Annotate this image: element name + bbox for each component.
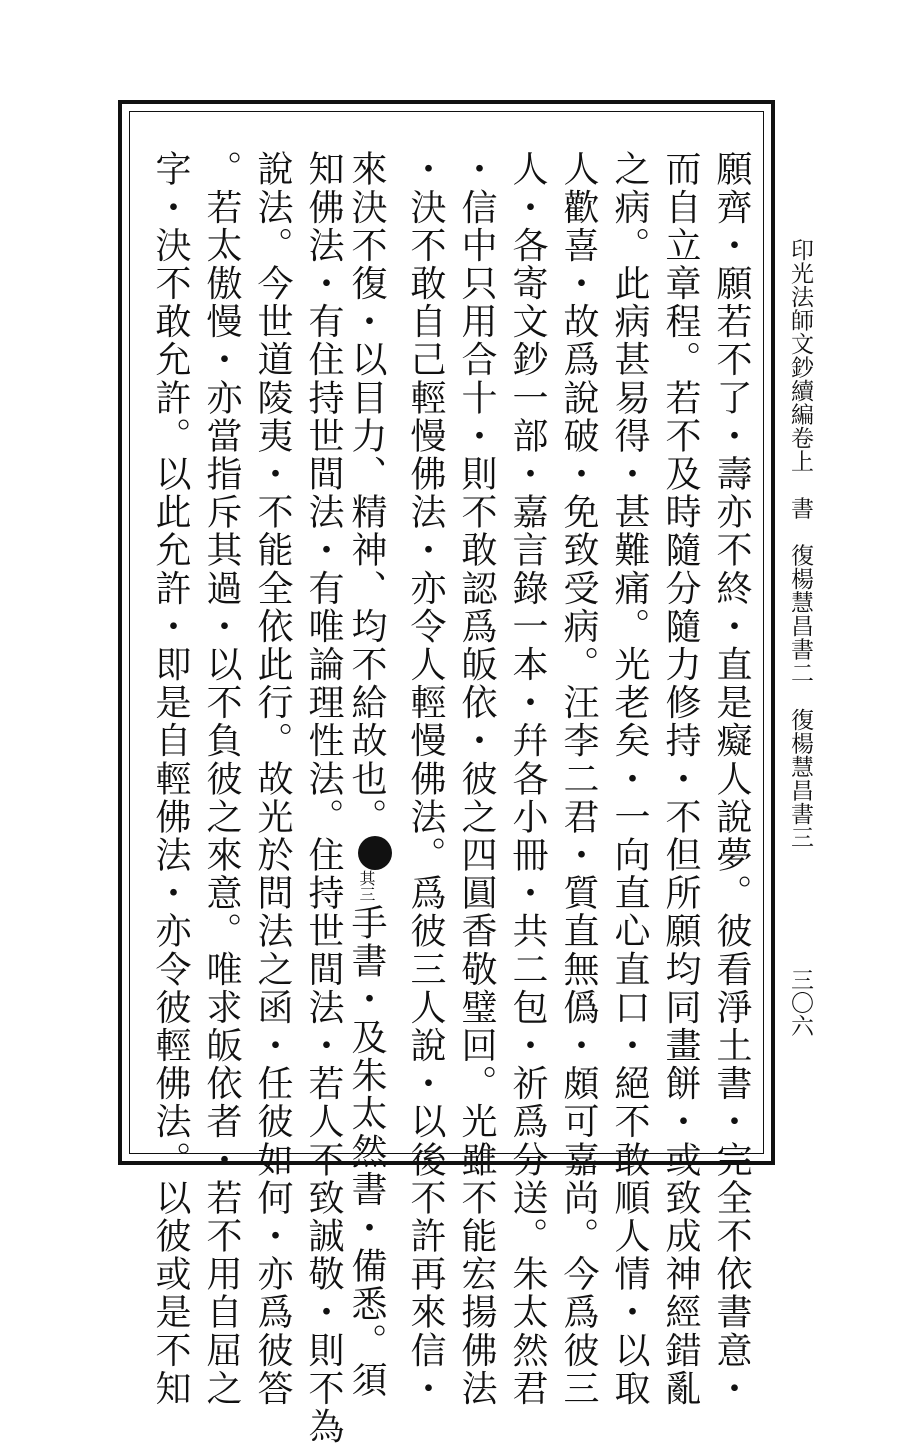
- section-note: 其三: [357, 869, 376, 902]
- text-column-1: 願齊・願若不了・壽亦不終・直是癡人說夢。彼看淨土書・完全不依書意・: [711, 150, 752, 1408]
- text-column-2: 而自立章程。若不及時隨分隨力修持・不但所願均同畫餅・或致成神經錯亂: [660, 150, 701, 1408]
- text-column-3: 之病。此病甚易得・甚難痛。光老矣・一向直心直口・絕不敢順人情・以取: [609, 150, 650, 1408]
- text-column-8: [348, 150, 392, 1399]
- text-column-5: 人・各寄文鈔一部・嘉言錄一本・幷各小冊・共二包・祈爲分送。朱太然君: [507, 150, 548, 1408]
- text-column-7: ・決不敢自己輕慢佛法・亦令人輕慢佛法。爲彼三人說・以後不許再來信・: [405, 150, 446, 1408]
- column-8-text-before: 來決不復・以目力、精神、均不給故也。: [346, 150, 387, 836]
- column-8-text-after: 手書・及朱太然書・備悉。須: [346, 903, 387, 1400]
- page-number: 三〇六: [787, 968, 813, 1037]
- text-column-4: 人歡喜・故爲說破・免致受病。汪李二君・質直無僞・頗可嘉尚。今爲彼三: [558, 150, 599, 1408]
- text-column-9: 知佛法・有住持世間法・有唯論理性法。住持世間法・若人不致誠敬・則不為: [303, 150, 344, 1445]
- text-column-10: 說法。今世道陵夷・不能全依此行。故光於問法之函・任彼如何・亦爲彼答: [252, 150, 293, 1408]
- section-mark-icon: [358, 836, 392, 870]
- text-column-11: 。若太傲慢・亦當指斥其過・以不負彼之來意。唯求皈依者・若不用自屈之: [201, 150, 242, 1408]
- text-column-12: 字・決不敢允許。以此允許・即是自輕佛法・亦令彼輕佛法。以彼或是不知: [150, 150, 191, 1408]
- text-column-6: ・信中只用合十・則不敢認爲皈依・彼之四圓香敬璧回。光雖不能宏揚佛法: [456, 150, 497, 1408]
- running-head: 印光法師文鈔續編卷上 書 復楊慧昌書二 復楊慧昌書三: [787, 238, 813, 849]
